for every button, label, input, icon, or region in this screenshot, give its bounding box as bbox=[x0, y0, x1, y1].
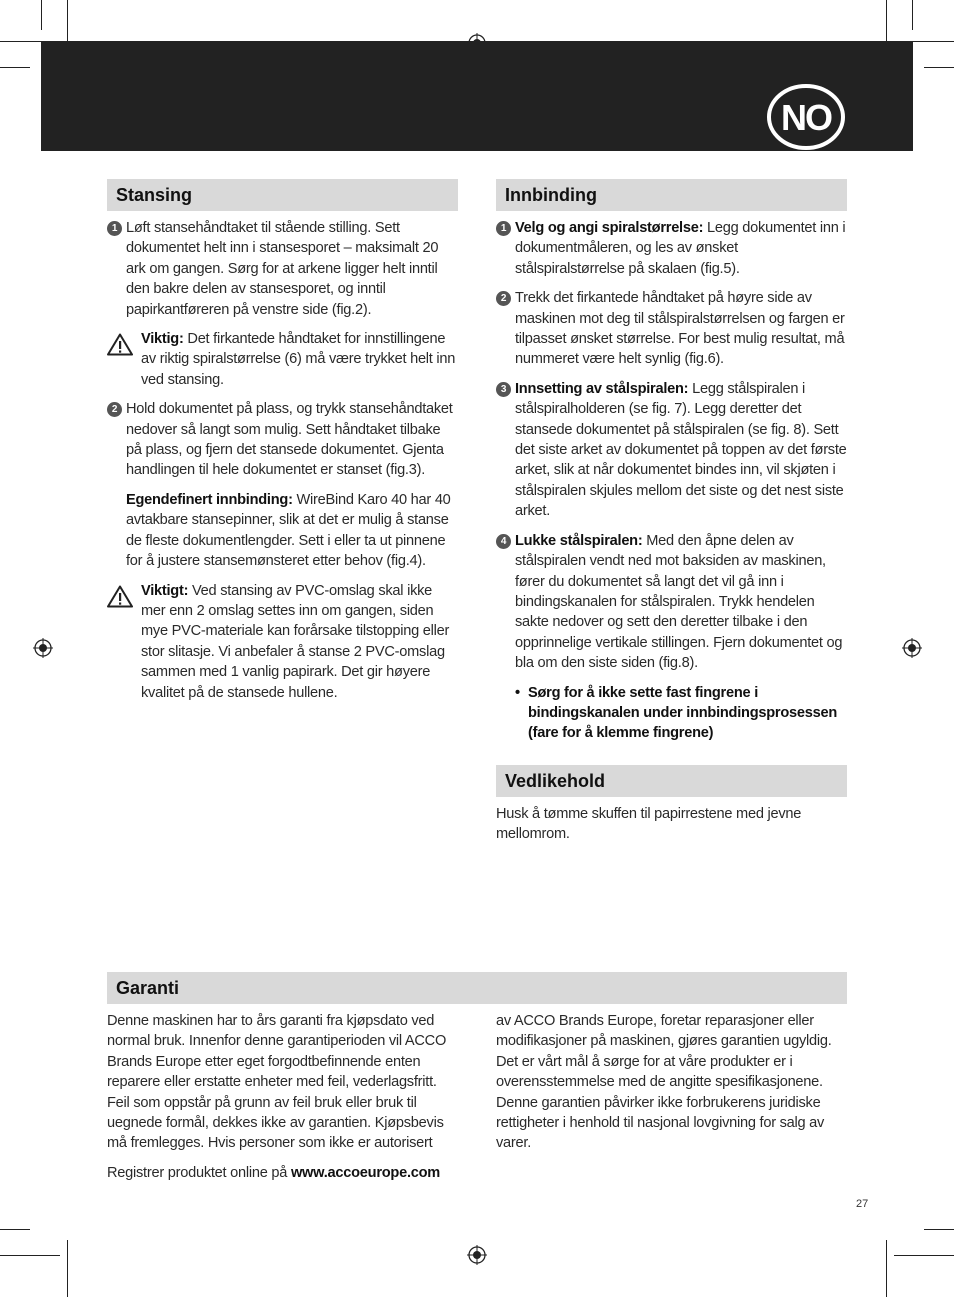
registration-mark-icon bbox=[467, 1245, 487, 1265]
garanti-text-left: Denne maskinen har to års garanti fra kjøpsdato ved normal bruk. Innenfor denne garantiperioden vil ACCO Brands Europe etter eget forgodtbefinnende enten reparere eller erstatte enheter med feil, vederlagsfritt. Feil som oppstår på grunn av feil bruk eller bruk til uegnede formål, dekkes ikke av garantien. Kjøpsbevis må fremlegges. Hvis personer som ikke er autorisert bbox=[107, 1013, 447, 1152]
warning-triangle-icon bbox=[107, 333, 133, 356]
step-text: Hold dokumentet på plass, og trykk stansehåndtaket nedover så langt som mulig. Sett håndtaket tilbake på plass, og fjern det stansede dokumentet. Gjenta handlingen til hele dokumentet er stanset (fig.3). bbox=[126, 401, 453, 479]
warning-text: Det firkantede håndtaket for innstillingene av riktig spiralstørrelse (6) må være trykket helt inn ved stansing. bbox=[141, 331, 456, 388]
crop-mark bbox=[894, 1255, 954, 1256]
registration-mark-icon bbox=[902, 638, 922, 658]
crop-mark bbox=[41, 0, 42, 30]
warning-triangle-icon bbox=[107, 585, 133, 608]
custom-binding-paragraph bbox=[107, 490, 459, 572]
step-text: Trekk det firkantede håndtaket på høyre side av maskinen mot deg til stålspiralstørrelsen og fargen er tilpasset ønsket størrelse. For best mulig resultat, må nummeret være helt synlig (fig.6). bbox=[515, 290, 845, 368]
custom-binding-text: WireBind Karo 40 har 40 avtakbare stansepinner, slik at det er mulig å stanse de fleste dokumentlengder. Sett i eller ta ut pinnene for å justere stansemønsteret etter behov (fig.4). bbox=[126, 491, 451, 570]
warning-note-2 bbox=[107, 581, 459, 703]
crop-mark bbox=[924, 1229, 954, 1230]
step-label: Lukke stålspiralen: bbox=[515, 532, 643, 549]
innbinding-step-4 bbox=[496, 531, 848, 674]
innbinding-step-2 bbox=[496, 288, 848, 370]
crop-mark bbox=[886, 1240, 887, 1297]
crop-mark bbox=[924, 67, 954, 68]
registration-mark-icon bbox=[33, 638, 53, 658]
step-number-badge: 1 bbox=[496, 221, 511, 236]
garanti-right-column bbox=[496, 1011, 848, 1154]
garanti-text-right: av ACCO Brands Europe, foretar reparasjoner eller modifikasjoner på maskinen, gjøres garantien ugyldig. Det er vårt mål å sørge for at våre produkter er i overensstemmelse med de angitte spesifikasjonene. Denne garantien påvirker ikke forbrukerens juridiske rettigheter i henhold til nasjonal lovgivning for salg av varer. bbox=[496, 1013, 832, 1152]
step-text: Med den åpne delen av stålspiralen vendt ned mot baksiden av maskinen, fører du dokumentet så langt det vil gå inn i bindingskanalen for stålspiralen. Trykk hendelen sakte nedover og sett den deretter tilbake i den opprinnelige vertikale stillingen. Fjern dokumentet og bla om den siste siden (fig.8). bbox=[515, 532, 843, 672]
warning-note-1 bbox=[107, 329, 459, 390]
warning-text: Ved stansing av PVC-omslag skal ikke mer enn 2 omslag settes inn om gangen, siden mye PVC-materiale kan forårsake tilstopping eller stor slitasje. Vi anbefaler å stanse 2 PVC-omslag sammen med 1 vanlig papirark. Det gir høyere kvalitet på de stansede hullene. bbox=[141, 582, 450, 701]
crop-mark bbox=[0, 67, 30, 68]
section-title-garanti: Garanti bbox=[107, 972, 847, 1004]
register-link[interactable]: www.accoeurope.com bbox=[290, 1164, 441, 1181]
step-number-badge: 2 bbox=[107, 402, 122, 417]
vedlikehold-text: Husk å tømme skuffen til papirrestene med jevne mellomrom. bbox=[496, 806, 802, 843]
crop-mark bbox=[912, 0, 913, 30]
step-text: Legg stålspiralen i stålspiralholderen (se fig. 7). Legg deretter det stansede dokumentet på stålspiralen (se fig. 8). Sett det siste arket av dokumentet på toppen av det første arket, slik at når dokumentet bindes inn, vil skjøten i stålspiralen skjules mellom det siste og det nest siste arket. bbox=[515, 380, 847, 520]
innbinding-step-3 bbox=[496, 379, 848, 522]
section-title-innbinding: Innbinding bbox=[496, 179, 847, 211]
section-title-vedlikehold: Vedlikehold bbox=[496, 765, 847, 797]
garanti-left-column bbox=[107, 1011, 452, 1183]
bullet-mark: • bbox=[515, 684, 520, 701]
crop-mark bbox=[0, 1229, 30, 1230]
register-line bbox=[107, 1163, 452, 1183]
crop-mark bbox=[67, 1240, 68, 1297]
safety-bullet-text: Sørg for å ikke sette fast fingrene i bindingskanalen under innbindingsprosessen (fare for å klemme fingrene) bbox=[528, 684, 837, 742]
step-number-badge: 4 bbox=[496, 534, 511, 549]
language-badge bbox=[766, 82, 846, 152]
innbinding-column bbox=[496, 218, 848, 744]
step-number-badge: 1 bbox=[107, 221, 122, 236]
stansing-step-2 bbox=[107, 399, 459, 481]
stansing-step-1 bbox=[107, 218, 459, 320]
crop-mark bbox=[0, 1255, 60, 1256]
warning-label: Viktig: bbox=[141, 331, 184, 348]
register-text: Registrer produktet online på bbox=[107, 1164, 291, 1181]
step-text: Legg dokumentet inn i dokumentmåleren, og les av ønsket stålspiralstørrelse på skalaen (fig.5). bbox=[515, 220, 846, 277]
warning-label: Viktigt: bbox=[141, 582, 189, 599]
page-number: 27 bbox=[856, 1198, 869, 1210]
safety-bullet bbox=[496, 683, 848, 744]
stansing-column bbox=[107, 218, 459, 712]
vedlikehold-column bbox=[496, 804, 836, 845]
custom-binding-label: Egendefinert innbinding: bbox=[126, 491, 293, 508]
step-text: Løft stansehåndtaket til stående stilling. Sett dokumentet helt inn i stansesporet – maksimalt 20 ark om gangen. Sørg for at arkene ligger helt inntil den bakre delen av stansesporet, og inntil papirkantføreren på venstre side (fig.2). bbox=[126, 220, 439, 318]
step-number-badge: 2 bbox=[496, 291, 511, 306]
innbinding-step-1 bbox=[496, 218, 848, 279]
section-title-stansing: Stansing bbox=[107, 179, 458, 211]
step-label: Velg og angi spiralstørrelse: bbox=[515, 220, 704, 236]
step-label: Innsetting av stålspiralen: bbox=[515, 380, 689, 397]
step-number-badge: 3 bbox=[496, 382, 511, 397]
language-badge-label: NO bbox=[781, 97, 831, 138]
